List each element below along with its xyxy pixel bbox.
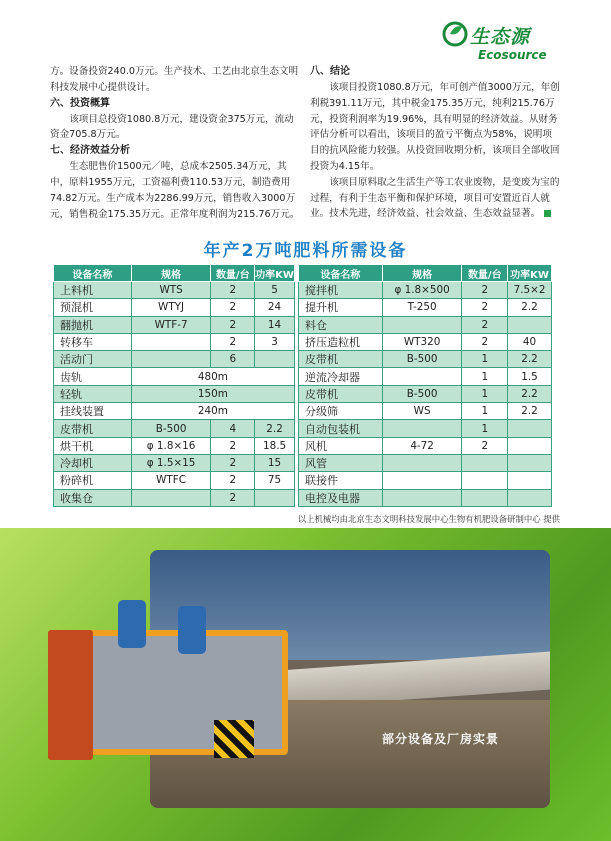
- cell-power: 2.2: [508, 403, 552, 420]
- paragraph: 生态肥售价1500元／吨，总成本2505.34万元，其中，原料1955万元，工资福利费110.53万元，制造费用74.82万元。生产成本为2286.99万元，销售收入3000万元，销售税金175.35万元。正常年度利润为215.76万元。: [50, 161, 300, 220]
- cell-power: 75: [255, 472, 295, 489]
- motor-icon: [118, 600, 146, 648]
- factory-photo: [0, 528, 611, 841]
- cell-power: 2.2: [508, 351, 552, 368]
- cell-spec: 4-72: [382, 437, 462, 454]
- paragraph: 该项目投资1080.8万元，年可创产值3000万元，年创利税391.11万元，其中税金175.35万元，纯利215.76万元，投资利润率为19.96%，具有明显的经济效益。从财务评估分析可以看出，该项目的盈亏平衡点为58%，说明项目的抗风险能力较强。从投资回收期分析，该项目全部收回投资为4.15年。: [310, 82, 560, 172]
- logo-chinese-text: 生态源: [470, 26, 531, 48]
- table-row: [299, 316, 552, 333]
- cell-name: 皮带机: [299, 385, 383, 402]
- cell-spec: [131, 351, 211, 368]
- cell-qty: 2: [211, 437, 255, 454]
- cell-spec: WTFC: [131, 472, 211, 489]
- cell-qty: 2: [211, 333, 255, 350]
- cell-qty: [462, 472, 508, 489]
- cell-spec: [382, 368, 462, 385]
- header-power: 功率KW: [508, 265, 552, 282]
- table-row: [54, 316, 295, 333]
- cell-qty: 2: [211, 316, 255, 333]
- cell-spec: WTF-7: [131, 316, 211, 333]
- cell-spec: [382, 316, 462, 333]
- paragraph: [310, 175, 560, 222]
- cell-power: 1.5: [508, 368, 552, 385]
- cell-name: 冷却机: [54, 454, 132, 471]
- cell-spec: [382, 420, 462, 437]
- ecosource-logo: [438, 14, 598, 64]
- table-row: [54, 351, 295, 368]
- table-row: [54, 454, 295, 471]
- logo-english-text: Ecosource: [478, 48, 547, 62]
- table-row: [54, 385, 295, 402]
- table-row: [299, 403, 552, 420]
- cell-name: 料仓: [299, 316, 383, 333]
- cell-qty: 2: [211, 489, 255, 506]
- hazard-stripe: [214, 720, 254, 758]
- cell-qty: 2: [462, 333, 508, 350]
- table-body: [299, 282, 552, 507]
- cell-name: 提升机: [299, 299, 383, 316]
- cell-spec: [382, 489, 462, 506]
- cell-name: 轻轨: [54, 385, 132, 402]
- table-source-note: 以上机械均由北京生态文明科技发展中心生物有机肥设备研制中心 提供: [297, 514, 560, 524]
- cell-qty: 2: [462, 282, 508, 299]
- table-body: [54, 282, 295, 507]
- cell-spec: [131, 489, 211, 506]
- table-row: [54, 333, 295, 350]
- section-heading-investment: 六、投资概算: [50, 97, 110, 109]
- cell-power: [508, 437, 552, 454]
- cell-power: 40: [508, 333, 552, 350]
- cell-qty: 1: [462, 385, 508, 402]
- cell-spec: WT320: [382, 333, 462, 350]
- table-row: [54, 282, 295, 299]
- table-row: [299, 454, 552, 471]
- cell-qty: 4: [211, 420, 255, 437]
- cell-spec: B-500: [131, 420, 211, 437]
- machine-side-panel: [48, 630, 93, 760]
- table-row: [299, 351, 552, 368]
- cell-power: [508, 489, 552, 506]
- cell-spec: [382, 472, 462, 489]
- cell-qty: 2: [211, 299, 255, 316]
- cell-power: [508, 316, 552, 333]
- cell-power: 14: [255, 316, 295, 333]
- cell-power: 2.2: [508, 385, 552, 402]
- equipment-table-right: [298, 264, 552, 507]
- cell-qty: 2: [462, 316, 508, 333]
- cell-power: 24: [255, 299, 295, 316]
- equipment-table-title: 年产2万吨肥料所需设备: [203, 241, 408, 261]
- cell-name: 粉碎机: [54, 472, 132, 489]
- section-heading-benefit: 七、经济效益分析: [50, 145, 130, 157]
- right-text-column: [310, 64, 560, 222]
- cell-qty: 1: [462, 368, 508, 385]
- cell-qty: 2: [462, 437, 508, 454]
- left-text-column: [50, 64, 300, 222]
- cell-spec: [131, 333, 211, 350]
- cell-name: 皮带机: [299, 351, 383, 368]
- table-row: [54, 437, 295, 454]
- header-power: 功率KW: [255, 265, 295, 282]
- header-qty: 数量/台: [211, 265, 255, 282]
- table-row: [299, 385, 552, 402]
- table-row: [54, 489, 295, 506]
- cell-merged: 150m: [131, 385, 294, 402]
- table-row: [54, 403, 295, 420]
- cell-name: 烘干机: [54, 437, 132, 454]
- table-row: [54, 368, 295, 385]
- cell-spec: WS: [382, 403, 462, 420]
- paragraph: 方。设备投资240.0万元。生产技术、工艺由北京生态文明科技发展中心提供设计。: [50, 66, 299, 93]
- header-qty: 数量/台: [462, 265, 508, 282]
- motor-icon: [178, 606, 206, 654]
- cell-power: 7.5×2: [508, 282, 552, 299]
- cell-name: 活动门: [54, 351, 132, 368]
- table-row: [299, 489, 552, 506]
- equipment-table-left: [53, 264, 295, 507]
- cell-qty: 2: [211, 282, 255, 299]
- cell-power: 18.5: [255, 437, 295, 454]
- table-row: [54, 299, 295, 316]
- cell-power: [508, 472, 552, 489]
- table-row: [54, 420, 295, 437]
- turning-machine-image: [48, 600, 288, 760]
- cell-name: 自动包装机: [299, 420, 383, 437]
- cell-spec: WTS: [131, 282, 211, 299]
- paragraph: 该项目总投资1080.8万元，建设资金375万元，流动资金705.8万元。: [50, 113, 294, 141]
- cell-name: 挤压造粒机: [299, 333, 383, 350]
- cell-power: 2.2: [508, 299, 552, 316]
- cell-name: 皮带机: [54, 420, 132, 437]
- cell-power: [508, 454, 552, 471]
- cell-name: 分级筛: [299, 403, 383, 420]
- table-row: [299, 368, 552, 385]
- cell-power: [508, 420, 552, 437]
- cell-power: 15: [255, 454, 295, 471]
- cell-name: 挂线装置: [54, 403, 132, 420]
- cell-merged: 240m: [131, 403, 294, 420]
- cell-spec: φ 1.8×16: [131, 437, 211, 454]
- cell-qty: 2: [211, 454, 255, 471]
- cell-power: [255, 489, 295, 506]
- table-row: [299, 437, 552, 454]
- cell-name: 风管: [299, 454, 383, 471]
- table-row: [299, 299, 552, 316]
- table-row: [299, 282, 552, 299]
- cell-qty: [462, 489, 508, 506]
- cell-merged: 480m: [131, 368, 294, 385]
- cell-qty: 6: [211, 351, 255, 368]
- cell-qty: 1: [462, 420, 508, 437]
- header-spec: 规格: [131, 265, 211, 282]
- cell-name: 搅拌机: [299, 282, 383, 299]
- paragraph-text: 该项目原料取之生活生产等工农业废物，是变废为宝的过程，有利于生态平衡和保护环境，项目可安置近百人就业。技术先进，经济效益、社会效益、生态效益显著。: [310, 176, 560, 220]
- cell-name: 转移车: [54, 333, 132, 350]
- cell-spec: [382, 454, 462, 471]
- cell-power: [255, 351, 295, 368]
- cell-spec: T-250: [382, 299, 462, 316]
- table-row: [299, 333, 552, 350]
- cell-spec: WTYJ: [131, 299, 211, 316]
- cell-name: 上料机: [54, 282, 132, 299]
- cell-power: 3: [255, 333, 295, 350]
- end-mark-icon: [544, 210, 551, 217]
- leaf-logo-icon: [442, 18, 468, 48]
- cell-name: 逆流冷却器: [299, 368, 383, 385]
- header-name: 设备名称: [54, 265, 132, 282]
- header-spec: 规格: [382, 265, 462, 282]
- header-name: 设备名称: [299, 265, 383, 282]
- cell-spec: φ 1.8×500: [382, 282, 462, 299]
- cell-power: 2.2: [255, 420, 295, 437]
- cell-name: 联接件: [299, 472, 383, 489]
- cell-name: 齿轨: [54, 368, 132, 385]
- cell-name: 电控及电器: [299, 489, 383, 506]
- cell-power: 5: [255, 282, 295, 299]
- cell-qty: [462, 454, 508, 471]
- section-heading-conclusion: 八、结论: [310, 66, 350, 77]
- table-row: [299, 420, 552, 437]
- photo-caption: 部分设备及厂房实景: [382, 732, 500, 746]
- cell-name: 预混机: [54, 299, 132, 316]
- cell-spec: B-500: [382, 351, 462, 368]
- table-row: [299, 472, 552, 489]
- cell-qty: 2: [211, 472, 255, 489]
- cell-qty: 1: [462, 351, 508, 368]
- cell-qty: 2: [462, 299, 508, 316]
- cell-spec: φ 1.5×15: [131, 454, 211, 471]
- cell-name: 收集仓: [54, 489, 132, 506]
- cell-name: 风机: [299, 437, 383, 454]
- cell-name: 翻抛机: [54, 316, 132, 333]
- table-row: [54, 472, 295, 489]
- cell-qty: 1: [462, 403, 508, 420]
- cell-spec: B-500: [382, 385, 462, 402]
